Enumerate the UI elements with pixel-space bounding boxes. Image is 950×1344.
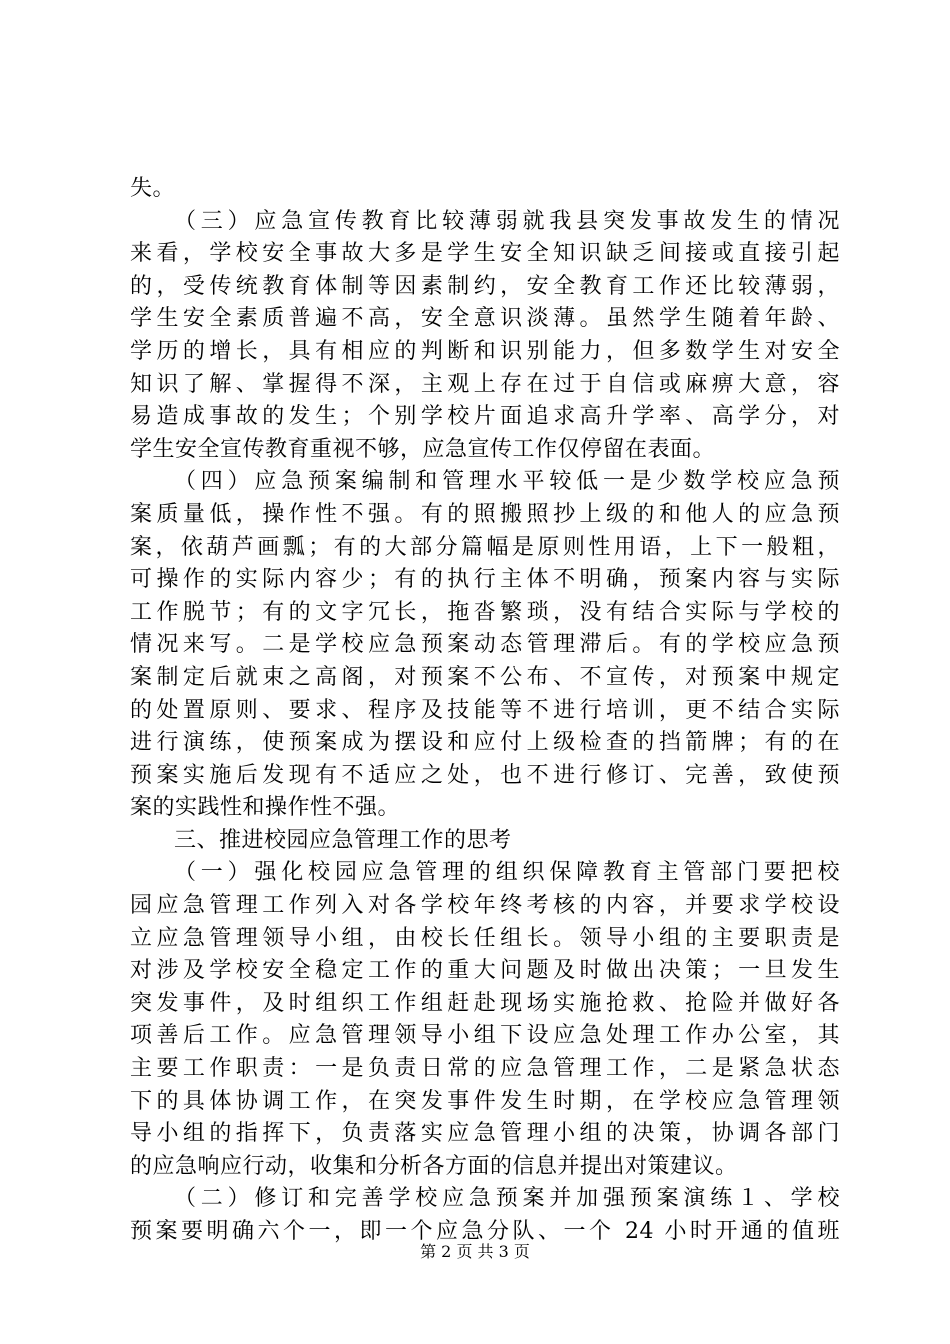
page-footer	[0, 1242, 950, 1262]
text-line: 预案要明确六个一，即一个应急分队、一个 24 小时开通的值班	[130, 1219, 840, 1244]
text-line: 学生安全宣传教育重视不够，应急宣传工作仅停留在表面。	[130, 436, 716, 462]
text-line: 对涉及学校安全稳定工作的重大问题及时做出决策；一旦发生	[130, 958, 840, 984]
text-line: 来看，学校安全事故大多是学生安全知识缺乏间接或直接引起	[130, 241, 840, 267]
text-line: 的，受传统教育体制等因素制约，安全教育工作还比较薄弱，	[130, 273, 840, 299]
text-line: 案，依葫芦画瓢；有的大部分篇幅是原则性用语，上下一般粗，	[130, 534, 840, 560]
text-line: 知识了解、掌握得不深，主观上存在过于自信或麻痹大意，容	[130, 371, 840, 397]
text-line: 学历的增长，具有相应的判断和识别能力，但多数学生对安全	[130, 338, 840, 364]
text-line: 立应急管理领导小组，由校长任组长。领导小组的主要职责是	[130, 925, 840, 951]
text-line: 园应急管理工作列入对各学校年终考核的内容，并要求学校设	[130, 893, 840, 919]
text-line: 的处置原则、要求、程序及技能等不进行培训，更不结合实际	[130, 697, 840, 723]
text-line: 进行演练，使预案成为摆设和应付上级检查的挡箭牌；有的在	[130, 730, 840, 756]
text-line: 导小组的指挥下，负责落实应急管理小组的决策，协调各部门	[130, 1121, 840, 1147]
text-line: （一）强化校园应急管理的组织保障教育主管部门要把校	[174, 860, 840, 886]
paragraph	[130, 1183, 840, 1248]
paragraph	[130, 466, 840, 825]
text-line: 三、推进校园应急管理工作的思考	[174, 827, 512, 853]
text-line: 突发事件，及时组织工作组赶赴现场实施抢救、抢险并做好各	[130, 990, 840, 1016]
text-line: 的应急响应行动，收集和分析各方面的信息并提出对策建议。	[130, 1153, 738, 1179]
text-line: 案的实践性和操作性不强。	[130, 795, 401, 821]
text-line: 下的具体协调工作，在突发事件发生时期，在学校应急管理领	[130, 1088, 840, 1114]
text-line: （三）应急宣传教育比较薄弱就我县突发事故发生的情况	[174, 208, 840, 234]
text-line: 可操作的实际内容少；有的执行主体不明确，预案内容与实际	[130, 567, 840, 593]
text-line: 项善后工作。应急管理领导小组下设应急处理工作办公室，其	[130, 1023, 840, 1049]
text-line: 学生安全素质普遍不高，安全意识淡薄。虽然学生随着年龄、	[130, 306, 840, 332]
text-line: 案制定后就束之高阁，对预案不公布、不宣传，对预案中规定	[130, 664, 840, 690]
text-line: 案质量低，操作性不强。有的照搬照抄上级的和他人的应急预	[130, 501, 840, 527]
paragraph	[130, 206, 840, 467]
document-body	[130, 173, 840, 1249]
text-line: 主要工作职责：一是负责日常的应急管理工作，二是紧急状态	[130, 1056, 840, 1082]
text-line: 情况来写。二是学校应急预案动态管理滞后。有的学校应急预	[130, 632, 840, 658]
text-line: 失。	[130, 176, 176, 201]
text-line: 预案实施后发现有不适应之处，也不进行修订、完善，致使预	[130, 762, 840, 788]
text-line: （四）应急预案编制和管理水平较低一是少数学校应急预	[174, 469, 840, 495]
page-number-label: 第 2 页 共 3 页	[420, 1242, 530, 1261]
paragraph	[130, 173, 840, 206]
paragraph	[130, 857, 840, 1183]
text-line: （二）修订和完善学校应急预案并加强预案演练１、学校	[174, 1186, 840, 1212]
text-line: 易造成事故的发生；个别学校片面追求高升学率、高学分，对	[130, 404, 840, 430]
paragraph	[130, 825, 840, 858]
text-line: 工作脱节；有的文字冗长，拖沓繁琐，没有结合实际与学校的	[130, 599, 840, 625]
